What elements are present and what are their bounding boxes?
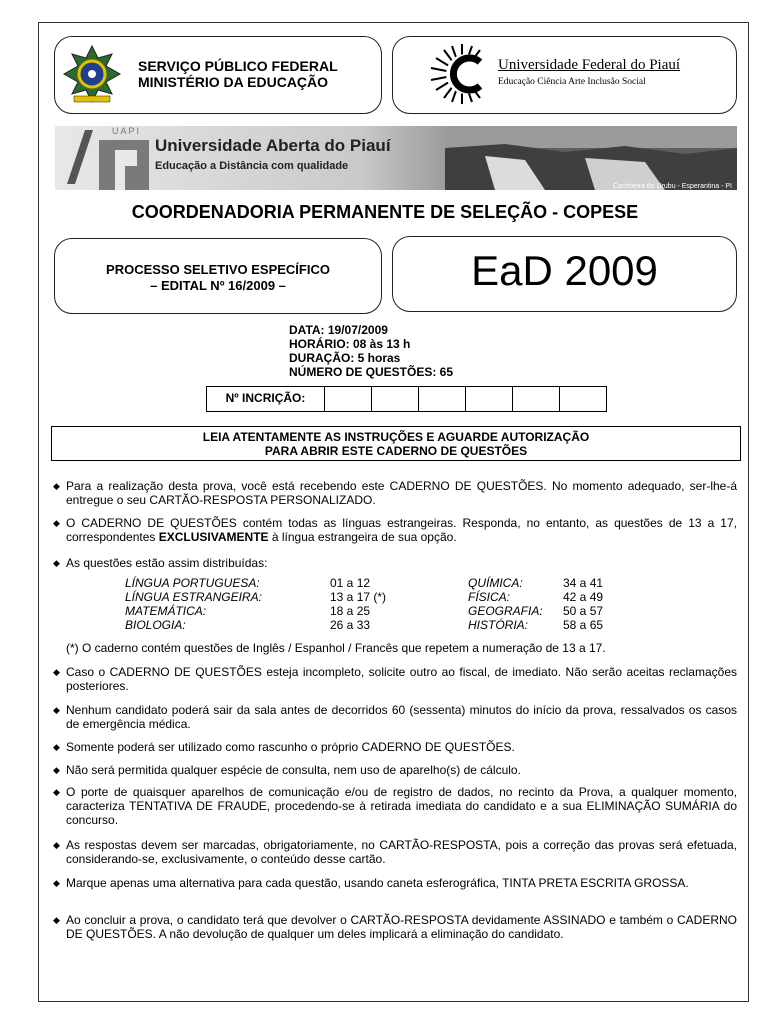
photo-caption: Cachoeira do Urubu - Esperantina - PI [612, 183, 732, 190]
uapi-title: Universidade Aberta do Piauí [155, 136, 391, 155]
bullet-icon: ◆ [53, 518, 60, 528]
warning-box [51, 426, 741, 461]
registration-label: Nº INCRIÇÃO: [207, 387, 325, 411]
bullet-icon: ◆ [53, 840, 60, 850]
instruction-item: ◆ Não será permitida qualquer espécie de consulta, nem uso de aparelho(s) de cálculo. [53, 763, 521, 777]
instruction-item: ◆ As questões estão assim distribuídas: [53, 556, 268, 570]
registration-grid [206, 386, 607, 412]
subject-name: MATEMÁTICA: [125, 604, 207, 618]
subject-range: 50 a 57 [563, 604, 604, 618]
instruction-item: ◆ Para a realização desta prova, você está recebendo este CADERNO DE QUESTÕES. No momento adequado, ser-lhe-á entregue o seu CARTÃO-RESPOSTA PERSONALIZADO. [53, 479, 737, 507]
instruction-item: ◆ O CADERNO DE QUESTÕES contém todas as línguas estrangeiras. Responda, no entanto, as questões de 13 a 17, correspondentes EXCLUSIVAMENTE à língua estrangeira de sua opção. [53, 516, 737, 544]
federal-service-title: SERVIÇO PÚBLICO FEDERAL [138, 58, 338, 74]
uapi-label: UAPI [112, 126, 142, 136]
uapi-subtitle: Educação a Distância com qualidade [155, 160, 349, 172]
coordination-heading: COORDENADORIA PERMANENTE DE SELEÇÃO - COPESE [131, 202, 639, 222]
bullet-icon: ◆ [53, 667, 60, 677]
instruction-item: ◆ Caso o CADERNO DE QUESTÕES esteja incompleto, solicite outro ao fiscal, de imediato. Não serão aceitas reclamações posteriores. [53, 665, 737, 693]
bullet-icon: ◆ [53, 558, 60, 568]
exam-name: EaD 2009 [471, 247, 658, 294]
ufpi-motto: Educação Ciência Arte Inclusão Social [498, 77, 646, 87]
language-note: (*) O caderno contém questões de Inglês / Espanhol / Francês que repetem a numeração de 13 a 17. [66, 641, 606, 655]
subject-name: FÍSICA: [468, 590, 511, 604]
process-line2: – EDITAL Nº 16/2009 – [150, 278, 286, 293]
subject-name: BIOLOGIA: [125, 618, 186, 632]
bullet-icon: ◆ [53, 765, 60, 775]
subject-range: 18 a 25 [330, 604, 371, 618]
registration-cell[interactable] [466, 387, 513, 411]
waterfall-photo-icon [445, 126, 737, 190]
ministry-title: MINISTÉRIO DA EDUCAÇÃO [138, 74, 329, 90]
subject-name: LÍNGUA ESTRANGEIRA: [125, 590, 262, 604]
registration-cell[interactable] [419, 387, 466, 411]
bullet-icon: ◆ [53, 705, 60, 715]
ufpi-logo-icon [428, 42, 496, 106]
subject-name: GEOGRAFIA: [468, 604, 543, 618]
instruction-item: ◆ Somente poderá ser utilizado como rascunho o próprio CADERNO DE QUESTÕES. [53, 740, 515, 754]
instruction-item: ◆ As respostas devem ser marcadas, obrigatoriamente, no CARTÃO-RESPOSTA, pois a correção das provas será efetuada, considerando-se, exclusivamente, o conteúdo desse cartão. [53, 838, 737, 866]
subject-range: 01 a 12 [330, 576, 371, 590]
process-title [54, 262, 382, 294]
registration-cell[interactable] [560, 387, 606, 411]
instruction-item: ◆ Nenhum candidato poderá sair da sala antes de decorridos 60 (sessenta) minutos do início da prova, ressalvados os casos de emergência médica. [53, 703, 737, 731]
process-line1: PROCESSO SELETIVO ESPECÍFICO [106, 262, 330, 277]
registration-cell[interactable] [513, 387, 560, 411]
subject-name: QUÍMICA: [468, 576, 523, 590]
bullet-icon: ◆ [53, 481, 60, 491]
subject-name: HISTÓRIA: [468, 618, 529, 632]
exam-time: HORÁRIO: 08 às 13 h [289, 337, 411, 351]
subject-range: 34 a 41 [563, 576, 604, 590]
exam-info [289, 323, 453, 379]
warning-line1: LEIA ATENTAMENTE AS INSTRUÇÕES E AGUARDE AUTORIZAÇÃO [202, 430, 590, 444]
subject-range: 13 a 17 (*) [330, 590, 387, 604]
subject-name: LÍNGUA PORTUGUESA: [125, 576, 260, 590]
exam-question-count: NÚMERO DE QUESTÕES: 65 [289, 365, 454, 379]
registration-cell[interactable] [372, 387, 419, 411]
bullet-icon: ◆ [53, 915, 60, 925]
subject-range: 58 a 65 [563, 618, 604, 632]
ufpi-name: Universidade Federal do Piauí [498, 57, 681, 73]
registration-cell[interactable] [325, 387, 372, 411]
instruction-item: ◆ Ao concluir a prova, o candidato terá que devolver o CARTÃO-RESPOSTA devidamente ASSINADO e também o CADERNO DE QUESTÕES. A não devolução de qualquer um deles implicará a eliminação do candidato. [53, 913, 737, 941]
subject-range: 42 a 49 [563, 590, 604, 604]
instruction-item: ◆ Marque apenas uma alternativa para cada questão, usando caneta esferográfica, TINTA PRETA ESCRITA GROSSA. [53, 876, 689, 890]
exam-duration: DURAÇÃO: 5 horas [289, 351, 401, 365]
instruction-item: ◆ O porte de quaisquer aparelhos de comunicação e/ou de registro de dados, no recinto da Prova, a qualquer momento, caracteriza TENTATIVA DE FRAUDE, procedendo-se à retirada imediata do candidato e a sua ELIMINAÇÃO SUMÁRIA do concurso. [53, 785, 737, 827]
warning-line2: PARA ABRIR ESTE CADERNO DE QUESTÕES [264, 444, 528, 458]
bullet-icon: ◆ [53, 742, 60, 752]
exam-date: DATA: 19/07/2009 [289, 323, 388, 337]
bullet-icon: ◆ [53, 787, 60, 797]
subject-range: 26 a 33 [330, 618, 371, 632]
brazil-coat-of-arms-icon [62, 44, 122, 106]
bullet-icon: ◆ [53, 878, 60, 888]
